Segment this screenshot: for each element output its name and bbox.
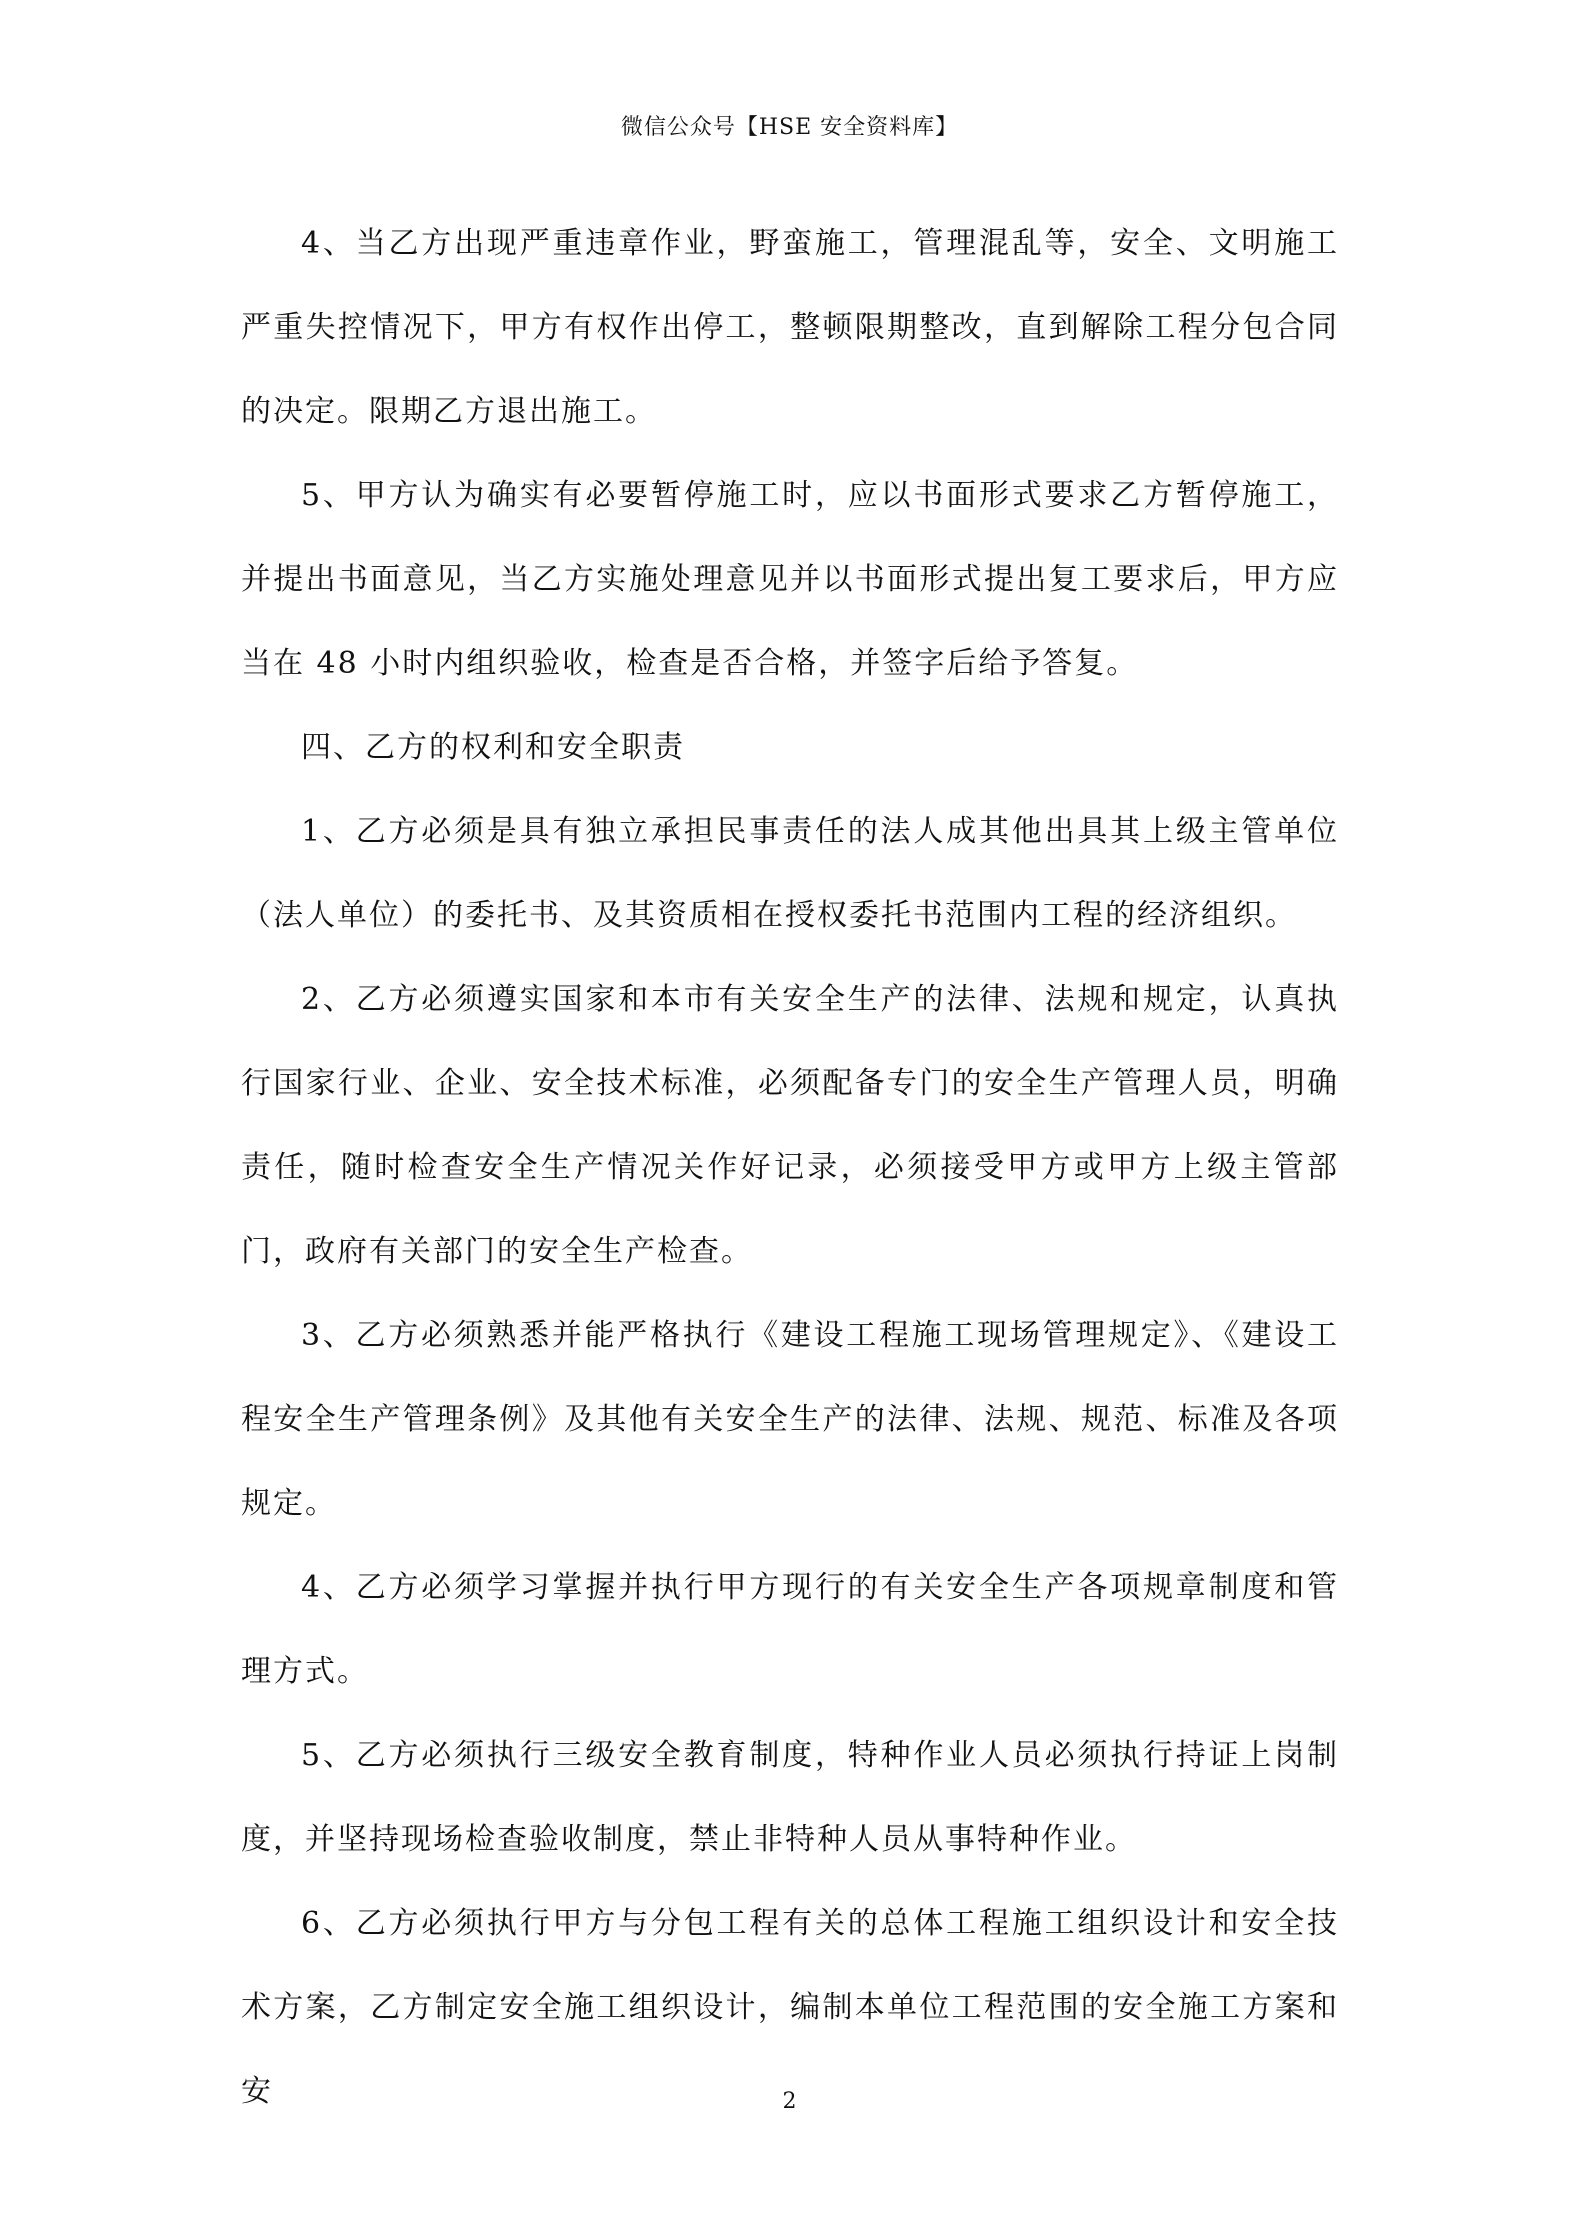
paragraph-yi-5: 5、乙方必须执行三级安全教育制度，特种作业人员必须执行持证上岗制度，并坚持现场检查验收制度，禁止非特种人员从事特种作业。 [241, 1738, 1339, 1857]
paragraph-yi-1: 1、乙方必须是具有独立承担民事责任的法人成其他出具其上级主管单位（法人单位）的委托书、及其资质相在授权委托书范围内工程的经济组织。 [241, 814, 1339, 933]
paragraph-yi-4: 4、乙方必须学习掌握并执行甲方现行的有关安全生产各项规章制度和管理方式。 [241, 1570, 1339, 1689]
page-header: 微信公众号【HSE 安全资料库】 [620, 115, 959, 140]
paragraph-jia-4: 4、当乙方出现严重违章作业，野蛮施工，管理混乱等，安全、文明施工严重失控情况下，甲方有权作出停工，整顿限期整改，直到解除工程分包合同的决定。限期乙方退出施工。 [241, 226, 1339, 429]
page-number: 2 [782, 2089, 797, 2114]
paragraph-yi-3: 3、乙方必须熟悉并能严格执行《建设工程施工现场管理规定》、《建设工程安全生产管理条例》及其他有关安全生产的法律、法规、规范、标准及各项规定。 [241, 1318, 1339, 1521]
document-body [241, 202, 1339, 2134]
paragraph-yi-6: 6、乙方必须执行甲方与分包工程有关的总体工程施工组织设计和安全技术方案，乙方制定安全施工组织设计，编制本单位工程范围的安全施工方案和安 [241, 1906, 1339, 2109]
section-heading-yi-rights: 四、乙方的权利和安全职责 [301, 730, 685, 765]
paragraph-jia-5: 5、甲方认为确实有必要暂停施工时，应以书面形式要求乙方暂停施工，并提出书面意见，当乙方实施处理意见并以书面形式提出复工要求后，甲方应当在 48 小时内组织验收，检查是否合格，并签字后给予答复。 [241, 478, 1339, 681]
paragraph-yi-2: 2、乙方必须遵实国家和本市有关安全生产的法律、法规和规定，认真执行国家行业、企业、安全技术标准，必须配备专门的安全生产管理人员，明确责任，随时检查安全生产情况关作好记录，必须接受甲方或甲方上级主管部门，政府有关部门的安全生产检查。 [241, 982, 1339, 1269]
